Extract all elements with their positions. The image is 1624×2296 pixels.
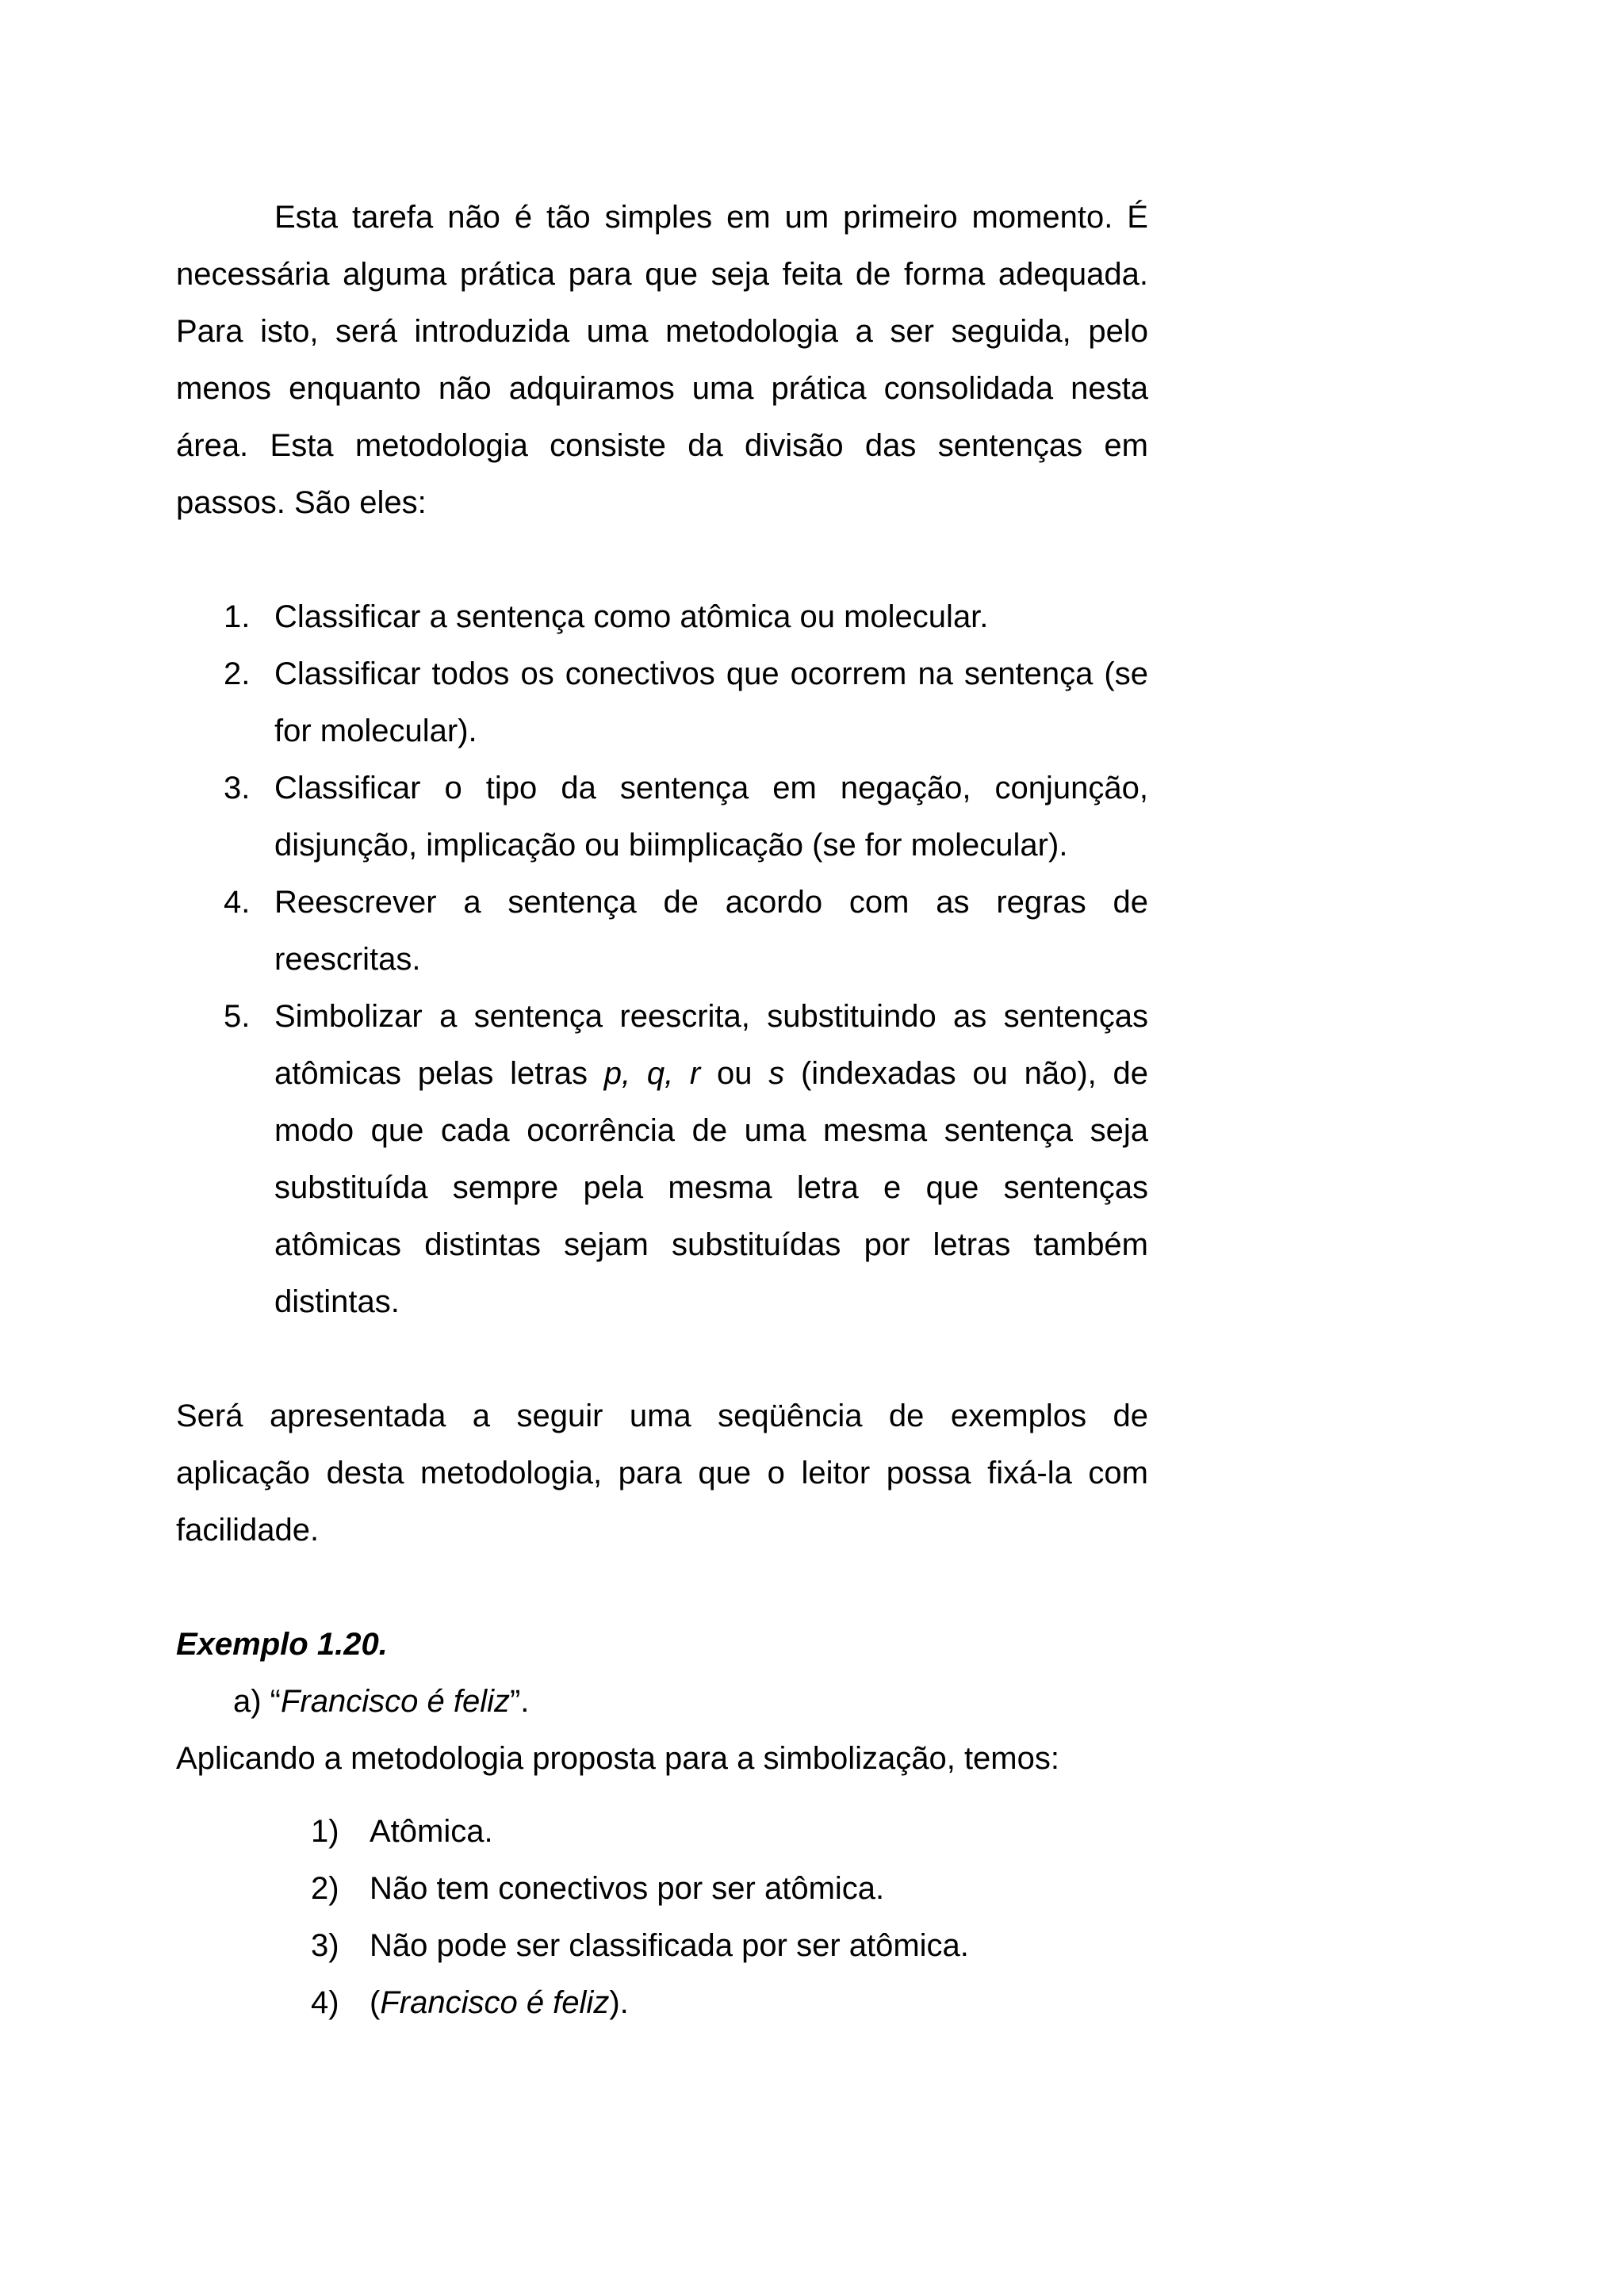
step-number: 1. [224, 599, 251, 634]
example-item-prefix: a) “ [233, 1684, 281, 1719]
step-text: Reescrever a sentença de acordo com as regras de reescritas. [274, 885, 1148, 977]
example-lead-in: Aplicando a metodologia proposta para a simbolização, temos: [176, 1741, 1059, 1776]
answer-number: 3) [311, 1928, 339, 1963]
answer-italic-sentence: Francisco é feliz [380, 1985, 610, 2020]
answer-close-paren: ). [609, 1985, 629, 2020]
step-text: ou [700, 1056, 769, 1091]
step-item [176, 988, 1148, 1330]
intro-paragraph: Esta tarefa não é tão simples em um primeiro momento. É necessária alguma prática para que seja feita de forma adequada. Para isto, será introduzida uma metodologia a ser seguida, pelo menos enquanto não adquiramos uma prática consolidada nesta área. Esta metodologia consiste da divisão das sentenças em passos. São eles: [176, 200, 1148, 520]
answer-open-paren: ( [370, 1985, 381, 2020]
step-text: Classificar todos os conectivos que ocorrem na sentença (se for molecular). [274, 656, 1148, 748]
answer-text: Não pode ser classificada por ser atômica. [370, 1928, 969, 1963]
answer-text: Não tem conectivos por ser atômica. [370, 1871, 885, 1906]
answer-item [176, 1860, 1148, 1917]
example-title: Exemplo 1.20. [176, 1627, 388, 1662]
step-text: Simbolizar a sentença reescrita, substituindo as sentenças atômicas pelas letras [274, 999, 1148, 1091]
step-item [176, 760, 1148, 874]
example-item-suffix: ”. [509, 1684, 530, 1719]
document-page [176, 189, 1148, 2031]
step-number: 4. [224, 885, 251, 920]
step-item [176, 588, 1148, 645]
letters-pqr: p, q, r [603, 1056, 701, 1091]
step-text: Classificar o tipo da sentença em negação, conjunção, disjunção, implicação ou biimplicação (se for molecular). [274, 771, 1148, 863]
followup-paragraph: Será apresentada a seguir uma seqüência de exemplos de aplicação desta metodologia, para que o leitor possa fixá-la com facilidade. [176, 1399, 1148, 1548]
spacer [176, 1330, 1148, 1387]
step-number: 2. [224, 656, 251, 691]
spacer [176, 1559, 1148, 1616]
answer-item [176, 1917, 1148, 1974]
answer-number: 4) [311, 1985, 339, 2020]
answer-number: 1) [311, 1814, 339, 1849]
answer-item [176, 1803, 1148, 1860]
answer-item [176, 1974, 1148, 2031]
answer-text: Atômica. [370, 1814, 493, 1849]
answer-number: 2) [311, 1871, 339, 1906]
spacer [176, 531, 1148, 588]
step-number: 5. [224, 999, 251, 1034]
step-text: Classificar a sentença como atômica ou molecular. [274, 599, 989, 634]
example-answers-list [176, 1803, 1148, 2031]
spacer [176, 1787, 1148, 1803]
step-text: (indexadas ou não), de modo que cada ocorrência de uma mesma sentença seja substituída sempre pela mesma letra e que sentenças atômicas distintas sejam substituídas por letras também distintas. [274, 1056, 1148, 1319]
methodology-steps-list [176, 588, 1148, 1330]
example-item [176, 1673, 1148, 1730]
example-sentence: Francisco é feliz [281, 1684, 510, 1719]
step-item [176, 874, 1148, 988]
step-number: 3. [224, 771, 251, 806]
letter-s: s [768, 1056, 785, 1091]
step-item [176, 645, 1148, 760]
